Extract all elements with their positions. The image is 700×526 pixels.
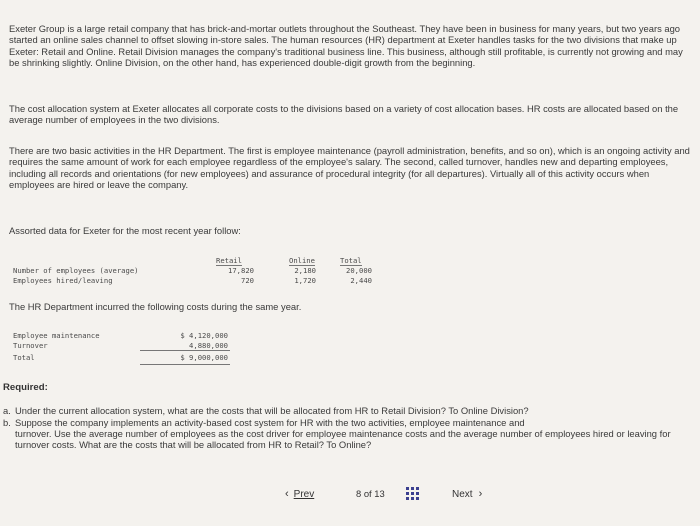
requirement-a-text: Under the current allocation system, what are the costs that will be allocated from HR to Retail Division? To Online Division? (15, 405, 529, 416)
chevron-left-icon: ‹ (285, 488, 289, 500)
cost-row-label: Turnover (13, 341, 48, 350)
subtotal-rule (140, 350, 230, 351)
header-retail: Retail (216, 256, 242, 265)
allocation-paragraph: The cost allocation system at Exeter allocates all corporate costs to the divisions based on a variety of cost allocation bases. HR costs are allocated based on the average number of employees in the two divisions. (9, 103, 679, 126)
requirement-b-label: b. (3, 417, 11, 428)
page-counter: 8 of 13 (356, 488, 385, 499)
requirement-b-text: Suppose the company implements an activity-based cost system for HR with the two activities, employee maintenance and (15, 417, 525, 428)
required-title: Required: (3, 382, 48, 393)
row-label: Number of employees (average) (13, 266, 139, 275)
prev-label: Prev (293, 488, 315, 500)
cell-total: 2,440 (350, 276, 372, 285)
header-total: Total (340, 256, 362, 265)
cell-online: 1,720 (294, 276, 316, 285)
chevron-right-icon: › (478, 488, 483, 500)
cost-row-value: $ 9,000,000 (180, 353, 228, 362)
cost-row-value: $ 4,120,000 (180, 331, 228, 340)
requirement-b-text-rest: turnover. Use the average number of employees as the cost driver for employee maintenance costs and the average number of employees hired or leaving for turnover costs. What are the costs that will be allocated from HR to Retail? To Online? (15, 428, 671, 451)
requirement-a-label: a. (3, 405, 11, 416)
cost-row-value: 4,880,000 (189, 341, 228, 350)
data-intro-paragraph: Assorted data for Exeter for the most recent year follow: (9, 225, 241, 236)
cell-total: 20,000 (346, 266, 372, 275)
activities-paragraph: There are two basic activities in the HR Department. The first is employee maintenance (payroll administration, benefits, and so on), which is an ongoing activity and requires the same amount of work for each employee regardless of the employee's salary. The second, called turnover, handles new and departing employees, including all records and orientations (for new employees) and assurance of procedural integrity (for all departures). Virtually all of this activity occurs when employees are hired or leave the company. (9, 145, 690, 191)
next-label: Next (452, 488, 473, 500)
cell-retail: 17,820 (228, 266, 254, 275)
requirement-b (3, 417, 693, 451)
next-button[interactable] (452, 488, 482, 500)
cost-row-label: Total (13, 353, 35, 362)
cell-online: 2,180 (294, 266, 316, 275)
cost-intro-text: The HR Department incurred the following costs during the same year. (9, 301, 302, 312)
prev-button[interactable] (285, 488, 314, 500)
cell-retail: 720 (241, 276, 254, 285)
row-label: Employees hired/leaving (13, 276, 113, 285)
requirement-a (3, 405, 693, 416)
cost-row-label: Employee maintenance (13, 331, 100, 340)
header-online: Online (289, 256, 315, 265)
intro-paragraph: Exeter Group is a large retail company that has brick-and-mortar outlets throughout the Southeast. They have been in business for many years, but two years ago started an online sales channel to offset slowing in-store sales. The human resources (HR) department at Exeter handles tasks for the two divisions that make up Exeter: Retail and Online. Retail Division manages the company's traditional business line. This business, although still profitable, is currently not growing and may be shrinking slightly. Online Division, on the other hand, has experienced double-digit growth from the beginning. (9, 23, 683, 69)
grid-icon[interactable] (406, 487, 419, 500)
total-rule (140, 364, 230, 365)
